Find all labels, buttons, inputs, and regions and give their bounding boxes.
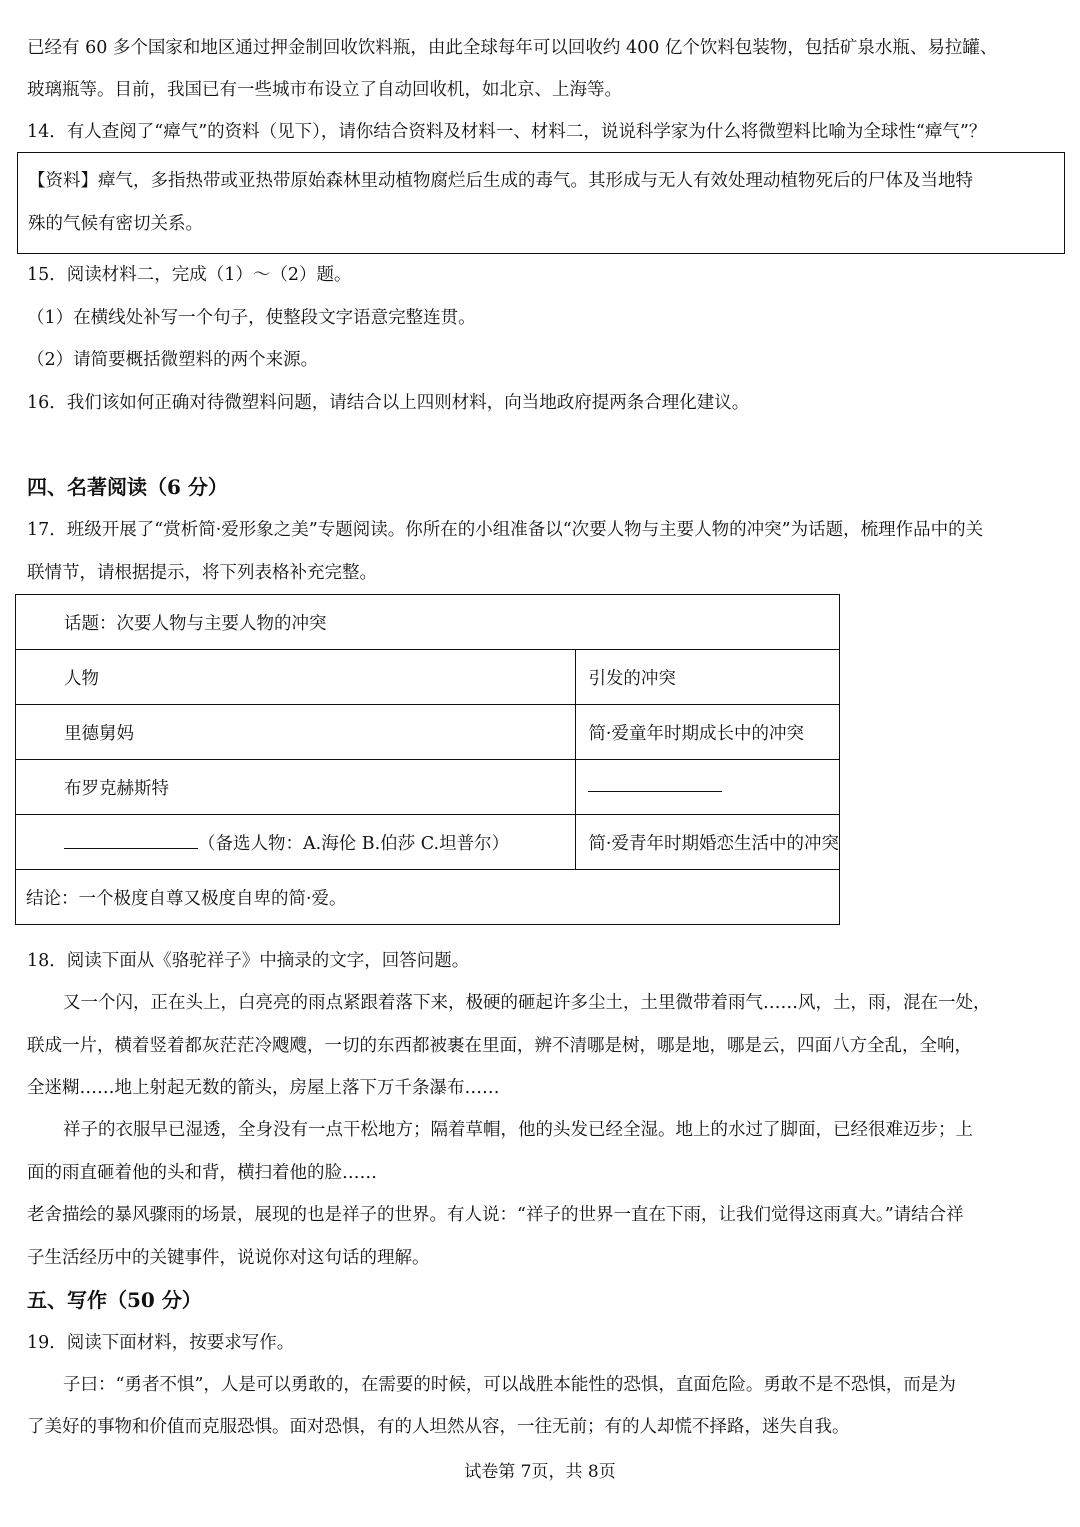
question-18-prompt-line-1: 老舍描绘的暴风骤雨的场景，展现的也是祥子的世界。有人说：“祥子的世界一直在下雨，让我们觉得这雨真大。”请结合祥 — [27, 1205, 964, 1225]
table-row — [16, 760, 840, 815]
reference-line-2: 殊的气候有密切关系。 — [28, 214, 203, 234]
question-14: 14．有人查阅了“瘴气”的资料（见下），请你结合资料及材料一、材料二，说说科学家为什么将微塑料比喻为全球性“瘴气”？ — [27, 122, 987, 142]
intro-line-2: 玻璃瓶等。目前，我国已有一些城市布设立了自动回收机，如北京、上海等。 — [27, 80, 622, 100]
question-16: 16．我们该如何正确对待微塑料问题，请结合以上四则材料，向当地政府提两条合理化建议。 — [27, 393, 750, 413]
table-row-topic — [16, 595, 840, 650]
table-row-conclusion — [16, 870, 840, 925]
excerpt-p2-line-2: 面的雨直砸着他的头和背，横扫着他的脸…… — [27, 1163, 377, 1183]
question-17-line-1: 17．班级开展了“赏析简·爱形象之美”专题阅读。你所在的小组准备以“次要人物与主要人物的冲突”为话题，梳理作品中的关 — [27, 520, 984, 540]
question-18: 18．阅读下面从《骆驼祥子》中摘录的文字，回答问题。 — [27, 951, 470, 971]
answer-blank-line — [588, 777, 722, 792]
person-cell-with-blank — [16, 815, 576, 870]
conflict-cell: 简·爱童年时期成长中的冲突 — [576, 705, 840, 760]
section-5-title: 五、写作（50 分） — [27, 1288, 202, 1312]
page-footer: 试卷第 7页，共 8页 — [464, 1462, 616, 1482]
question-18-prompt-line-2: 子生活经历中的关键事件，说说你对这句话的理解。 — [27, 1248, 430, 1268]
writing-prompt-line-2: 了美好的事物和价值而克服恐惧。面对恐惧，有的人坦然从容，一往无前；有的人却慌不择路，迷失自我。 — [27, 1417, 850, 1437]
table-conclusion: 结论：一个极度自尊又极度自卑的简·爱。 — [16, 870, 840, 925]
conflict-answer-blank — [576, 760, 840, 815]
question-17-line-2: 联情节，请根据提示，将下列表格补充完整。 — [27, 563, 377, 583]
reference-box — [17, 152, 1065, 254]
question-15-sub-1: （1）在横线处补写一个句子，使整段文字语意完整连贯。 — [27, 308, 476, 328]
reference-line-1: 【资料】瘴气，多指热带或亚热带原始森林里动植物腐烂后生成的毒气。其形成与无人有效处理动植物死后的尸体及当地特 — [28, 171, 973, 191]
person-cell: 布罗克赫斯特 — [16, 760, 576, 815]
excerpt-p1-line-3: 全迷糊……地上射起无数的箭头，房屋上落下万千条瀑布…… — [27, 1078, 500, 1098]
question-15: 15．阅读材料二，完成（1）～（2）题。 — [27, 265, 352, 285]
conflict-cell: 简·爱青年时期婚恋生活中的冲突 — [576, 815, 840, 870]
header-conflict: 引发的冲突 — [576, 650, 840, 705]
question-19: 19．阅读下面材料，按要求写作。 — [27, 1333, 295, 1353]
table-row-header — [16, 650, 840, 705]
table-topic: 话题：次要人物与主要人物的冲突 — [16, 595, 840, 650]
question-15-sub-2: （2）请简要概括微塑料的两个来源。 — [27, 350, 319, 370]
excerpt-p1-line-1: 又一个闪，正在头上，白亮亮的雨点紧跟着落下来，极硬的砸起许多尘土，土里微带着雨气……风，土，雨，混在一处， — [63, 993, 991, 1013]
intro-line-1: 已经有 60 多个国家和地区通过押金制回收饮料瓶，由此全球每年可以回收约 400 亿个饮料包装物，包括矿泉水瓶、易拉罐、 — [27, 38, 998, 58]
table-row — [16, 705, 840, 760]
header-person: 人物 — [16, 650, 576, 705]
person-cell: 里德舅妈 — [16, 705, 576, 760]
excerpt-p2-line-1: 祥子的衣服早已湿透，全身没有一点干松地方；隔着草帽，他的头发已经全湿。地上的水过了脚面，已经很难迈步；上 — [63, 1120, 973, 1140]
table-row — [16, 815, 840, 870]
writing-prompt-line-1: 子曰：“勇者不惧”，人是可以勇敢的，在需要的时候，可以战胜本能性的恐惧，直面危险。勇敢不是不恐惧，而是为 — [63, 1375, 956, 1395]
excerpt-p1-line-2: 联成一片，横着竖着都灰茫茫冷飕飕，一切的东西都被裹在里面，辨不清哪是树，哪是地，哪是云，四面八方全乱，全响， — [27, 1036, 972, 1056]
answer-blank-line — [64, 834, 198, 849]
section-4-title: 四、名著阅读（6 分） — [27, 475, 228, 499]
conflict-table — [15, 594, 840, 925]
candidate-characters: （备选人物：A.海伦 B.伯莎 C.坦普尔） — [198, 833, 510, 854]
